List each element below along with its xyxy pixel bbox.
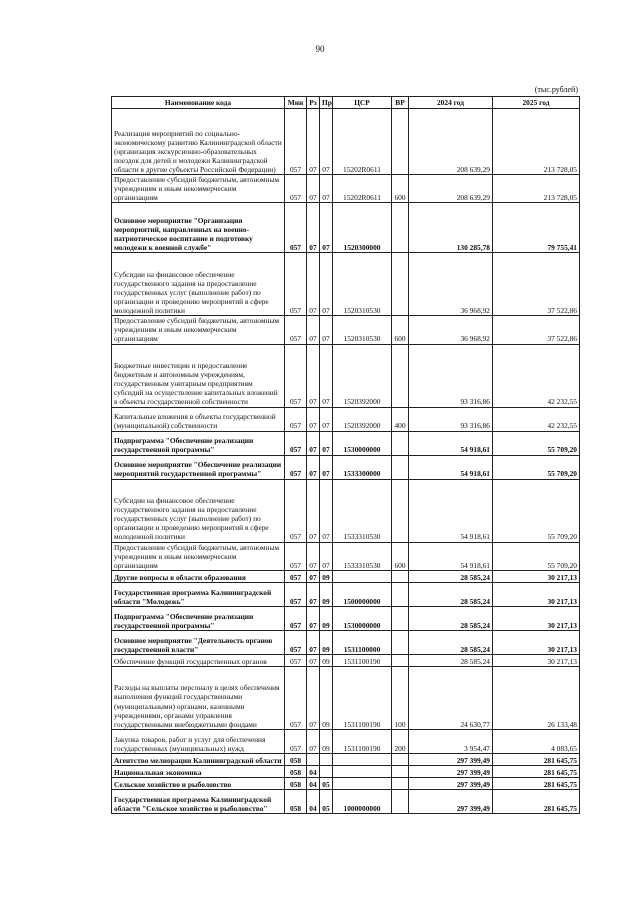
cell-name: Агентство мелиорации Калининградской области: [112, 753, 285, 765]
cell-vr: [392, 431, 409, 455]
cell-y2025: 30 217,13: [493, 606, 580, 630]
cell-rz: 07: [307, 431, 320, 455]
table-row: [112, 654, 580, 666]
cell-pr: 07: [320, 431, 333, 455]
cell-y2025: 55 709,20: [493, 542, 580, 570]
cell-y2024: 208 639,29: [409, 109, 493, 175]
cell-pr: 07: [320, 253, 333, 316]
table-row: [112, 582, 580, 606]
cell-y2025: 37 522,86: [493, 316, 580, 344]
header-2024: 2024 год: [409, 97, 493, 109]
cell-vr: [392, 109, 409, 175]
cell-csr: 1531100000: [333, 630, 392, 654]
table-row: [112, 570, 580, 582]
table-row: [112, 431, 580, 455]
cell-rz: 07: [307, 344, 320, 407]
cell-pr: 09: [320, 606, 333, 630]
cell-rz: 07: [307, 570, 320, 582]
cell-min: 057: [285, 666, 307, 729]
cell-vr: [392, 203, 409, 253]
cell-min: 058: [285, 765, 307, 777]
table-row: [112, 479, 580, 542]
cell-name: Закупка товаров, работ и услуг для обеспечения государственных (муниципальных) нужд: [112, 729, 285, 753]
cell-csr: [333, 765, 392, 777]
cell-y2024: 208 639,29: [409, 175, 493, 203]
cell-name: Национальная экономика: [112, 765, 285, 777]
table-row: [112, 344, 580, 407]
cell-min: 057: [285, 570, 307, 582]
cell-min: 057: [285, 316, 307, 344]
cell-name: Государственная программа Калининградской области "Молодежь": [112, 582, 285, 606]
cell-vr: 400: [392, 407, 409, 431]
cell-rz: 07: [307, 316, 320, 344]
cell-csr: [333, 570, 392, 582]
cell-csr: 1533310530: [333, 479, 392, 542]
table-row: [112, 407, 580, 431]
cell-name: Предоставление субсидий бюджетным, автономным учреждениям и иным некоммерческим организациям: [112, 175, 285, 203]
cell-y2024: 93 316,86: [409, 407, 493, 431]
cell-pr: 05: [320, 777, 333, 789]
cell-rz: 07: [307, 175, 320, 203]
cell-min: 057: [285, 729, 307, 753]
cell-name: Капитальные вложения в объекты государственной (муниципальной) собственности: [112, 407, 285, 431]
cell-rz: 07: [307, 606, 320, 630]
cell-csr: 1530000000: [333, 606, 392, 630]
cell-y2025: 79 755,41: [493, 203, 580, 253]
cell-y2025: 42 232,55: [493, 407, 580, 431]
cell-rz: 07: [307, 729, 320, 753]
cell-pr: 07: [320, 455, 333, 479]
cell-y2024: 297 399,49: [409, 753, 493, 765]
cell-y2024: 54 918,61: [409, 455, 493, 479]
cell-name: Предоставление субсидий бюджетным, автономным учреждениям и иным некоммерческим организациям: [112, 542, 285, 570]
cell-pr: 09: [320, 666, 333, 729]
cell-y2025: 55 709,20: [493, 431, 580, 455]
cell-pr: 07: [320, 316, 333, 344]
cell-y2025: 30 217,13: [493, 630, 580, 654]
cell-name: Субсидии на финансовое обеспечение государственного задания на предоставление государственных услуг (выполнение работ) по организации и проведению мероприятий в сфере молодежной политики: [112, 479, 285, 542]
cell-y2024: 130 285,78: [409, 203, 493, 253]
cell-vr: 600: [392, 175, 409, 203]
cell-y2024: 24 630,77: [409, 666, 493, 729]
cell-vr: [392, 789, 409, 813]
table-row: [112, 753, 580, 765]
cell-name: Субсидии на финансовое обеспечение государственного задания на предоставление государственных услуг (выполнение работ) по организации и проведению мероприятий в сфере молодежной политики: [112, 253, 285, 316]
cell-pr: 07: [320, 479, 333, 542]
cell-rz: 07: [307, 542, 320, 570]
units-note: (тыс.рублей): [534, 85, 578, 94]
cell-rz: 07: [307, 630, 320, 654]
cell-min: 057: [285, 344, 307, 407]
table-row: [112, 542, 580, 570]
header-min: Мин: [285, 97, 307, 109]
cell-y2025: 281 645,75: [493, 765, 580, 777]
cell-csr: 1520310530: [333, 316, 392, 344]
cell-pr: 07: [320, 407, 333, 431]
table-row: [112, 253, 580, 316]
cell-y2024: 28 585,24: [409, 570, 493, 582]
cell-pr: 09: [320, 570, 333, 582]
cell-vr: 200: [392, 729, 409, 753]
table-row: [112, 109, 580, 175]
cell-min: 057: [285, 455, 307, 479]
cell-csr: 15202R0611: [333, 175, 392, 203]
cell-csr: 1500000000: [333, 582, 392, 606]
cell-vr: [392, 606, 409, 630]
cell-y2025: 213 728,05: [493, 175, 580, 203]
cell-name: Государственная программа Калининградской области "Сельское хозяйство и рыболовство": [112, 789, 285, 813]
cell-y2025: 281 645,75: [493, 777, 580, 789]
cell-csr: 1000000000: [333, 789, 392, 813]
cell-min: 058: [285, 777, 307, 789]
cell-vr: [392, 582, 409, 606]
header-rz: Рз: [307, 97, 320, 109]
cell-csr: 1533300000: [333, 455, 392, 479]
cell-name: Реализация мероприятий по социально-экономическому развитию Калининградской области (организация экскурсионно-образовательных поездок для детей и молодежи Калининградской области в другие субъекты Российской Федерации): [112, 109, 285, 175]
cell-vr: [392, 570, 409, 582]
cell-rz: 07: [307, 203, 320, 253]
cell-vr: [392, 630, 409, 654]
table-row: [112, 765, 580, 777]
cell-csr: [333, 777, 392, 789]
header-name: Наименование кода: [112, 97, 285, 109]
cell-csr: 1520300000: [333, 203, 392, 253]
cell-pr: [320, 765, 333, 777]
cell-vr: [392, 344, 409, 407]
cell-y2025: 42 232,55: [493, 344, 580, 407]
cell-pr: 09: [320, 630, 333, 654]
cell-min: 057: [285, 175, 307, 203]
cell-vr: [392, 753, 409, 765]
cell-y2025: 213 728,05: [493, 109, 580, 175]
table-row: [112, 630, 580, 654]
cell-min: 057: [285, 654, 307, 666]
cell-csr: 1520392000: [333, 407, 392, 431]
cell-y2025: 55 709,20: [493, 479, 580, 542]
cell-vr: [392, 253, 409, 316]
table-header-row: [112, 97, 580, 109]
cell-rz: 04: [307, 765, 320, 777]
cell-min: 057: [285, 407, 307, 431]
cell-min: 057: [285, 479, 307, 542]
cell-y2024: 54 918,61: [409, 479, 493, 542]
cell-min: 057: [285, 253, 307, 316]
cell-y2025: 55 709,20: [493, 455, 580, 479]
cell-vr: [392, 654, 409, 666]
cell-name: Подпрограмма "Обеспечение реализации государственной программы": [112, 606, 285, 630]
cell-name: Другие вопросы в области образования: [112, 570, 285, 582]
cell-pr: [320, 753, 333, 765]
cell-csr: 1531100190: [333, 654, 392, 666]
cell-pr: 09: [320, 654, 333, 666]
cell-name: Бюджетные инвестиции и предоставление бюджетным и автономным учреждениям, государственным унитарным предприятиям субсидий на осуществление капитальных вложений в объекты государственной собственности: [112, 344, 285, 407]
cell-name: Обеспечение функций государственных органов: [112, 654, 285, 666]
cell-y2024: 3 954,47: [409, 729, 493, 753]
cell-y2024: 54 918,61: [409, 542, 493, 570]
cell-y2024: 28 585,24: [409, 654, 493, 666]
table-row: [112, 789, 580, 813]
table-row: [112, 666, 580, 729]
cell-y2025: 30 217,13: [493, 582, 580, 606]
cell-pr: 05: [320, 789, 333, 813]
cell-min: 057: [285, 109, 307, 175]
table-row: [112, 455, 580, 479]
cell-min: 057: [285, 606, 307, 630]
cell-csr: [333, 753, 392, 765]
cell-name: Сельское хозяйство и рыболовство: [112, 777, 285, 789]
cell-min: 057: [285, 203, 307, 253]
cell-csr: 1520392000: [333, 344, 392, 407]
cell-vr: [392, 455, 409, 479]
cell-csr: 1530000000: [333, 431, 392, 455]
cell-pr: 07: [320, 109, 333, 175]
cell-y2025: 37 522,86: [493, 253, 580, 316]
cell-y2025: 281 645,75: [493, 753, 580, 765]
cell-y2025: 26 133,48: [493, 666, 580, 729]
table-row: [112, 316, 580, 344]
cell-y2024: 297 399,49: [409, 765, 493, 777]
cell-csr: 15202R0611: [333, 109, 392, 175]
cell-rz: 04: [307, 777, 320, 789]
cell-rz: 07: [307, 654, 320, 666]
cell-min: 057: [285, 630, 307, 654]
cell-pr: 09: [320, 729, 333, 753]
cell-pr: 07: [320, 175, 333, 203]
cell-rz: 07: [307, 666, 320, 729]
cell-csr: 1531100190: [333, 666, 392, 729]
cell-name: Основное мероприятие "Обеспечение реализации мероприятий государственной программы": [112, 455, 285, 479]
cell-name: Расходы на выплаты персоналу в целях обеспечения выполнения функций государственными (муниципальными) органами, казенными учреждениями, органами управления государственными внебюджетными фондами: [112, 666, 285, 729]
header-2025: 2025 год: [493, 97, 580, 109]
cell-vr: [392, 777, 409, 789]
cell-y2024: 28 585,24: [409, 582, 493, 606]
cell-vr: 600: [392, 542, 409, 570]
cell-rz: 07: [307, 109, 320, 175]
cell-rz: 07: [307, 455, 320, 479]
cell-y2024: 36 968,92: [409, 253, 493, 316]
header-csr: ЦСР: [333, 97, 392, 109]
cell-vr: [392, 765, 409, 777]
budget-table: [111, 96, 580, 814]
table-row: [112, 203, 580, 253]
cell-rz: 07: [307, 253, 320, 316]
cell-pr: 07: [320, 344, 333, 407]
cell-rz: 07: [307, 582, 320, 606]
cell-y2024: 28 585,24: [409, 606, 493, 630]
cell-y2024: 297 399,49: [409, 789, 493, 813]
page-number: 90: [315, 44, 325, 54]
table-body: [112, 109, 580, 814]
table-row: [112, 729, 580, 753]
cell-min: 057: [285, 582, 307, 606]
cell-y2024: 54 918,61: [409, 431, 493, 455]
cell-vr: [392, 479, 409, 542]
cell-csr: 1533310530: [333, 542, 392, 570]
cell-y2025: 30 217,13: [493, 654, 580, 666]
cell-vr: 100: [392, 666, 409, 729]
table-row: [112, 606, 580, 630]
cell-name: Основное мероприятие "Деятельность органов государственной власти": [112, 630, 285, 654]
cell-y2024: 93 316,86: [409, 344, 493, 407]
cell-y2024: 36 968,92: [409, 316, 493, 344]
cell-pr: 07: [320, 203, 333, 253]
cell-name: Предоставление субсидий бюджетным, автономным учреждениям и иным некоммерческим организациям: [112, 316, 285, 344]
cell-min: 057: [285, 542, 307, 570]
cell-y2025: 4 083,65: [493, 729, 580, 753]
cell-rz: 07: [307, 407, 320, 431]
cell-y2024: 28 585,24: [409, 630, 493, 654]
cell-name: Подпрограмма "Обеспечение реализации государственной программы": [112, 431, 285, 455]
cell-rz: [307, 753, 320, 765]
cell-min: 058: [285, 789, 307, 813]
cell-csr: 1520310530: [333, 253, 392, 316]
cell-min: 058: [285, 753, 307, 765]
cell-rz: 07: [307, 479, 320, 542]
cell-y2025: 281 645,75: [493, 789, 580, 813]
table-row: [112, 175, 580, 203]
cell-rz: 04: [307, 789, 320, 813]
cell-y2025: 30 217,13: [493, 570, 580, 582]
cell-pr: 07: [320, 542, 333, 570]
header-vr: ВР: [392, 97, 409, 109]
header-pr: Пр: [320, 97, 333, 109]
cell-min: 057: [285, 431, 307, 455]
cell-pr: 09: [320, 582, 333, 606]
cell-name: Основное мероприятие "Организация мероприятий, направленных на военно-патриотическое воспитание и подготовку молодежи к военной службе": [112, 203, 285, 253]
cell-csr: 1531100190: [333, 729, 392, 753]
cell-y2024: 297 399,49: [409, 777, 493, 789]
table-row: [112, 777, 580, 789]
cell-vr: 600: [392, 316, 409, 344]
